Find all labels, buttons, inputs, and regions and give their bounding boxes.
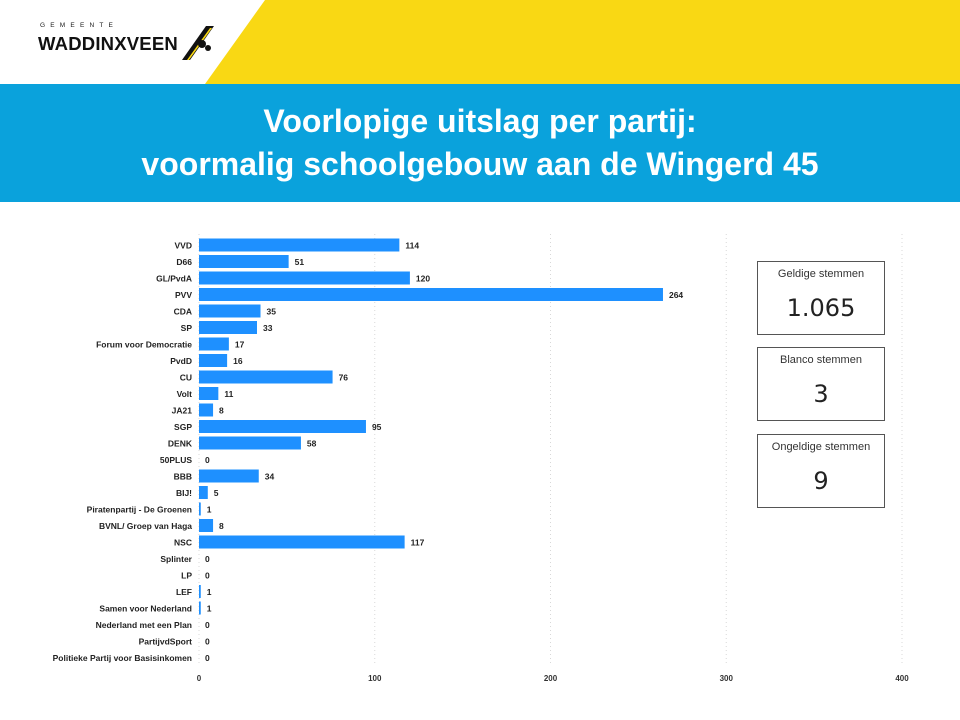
bar <box>199 288 663 301</box>
x-tick-label: 300 <box>719 674 733 683</box>
bar <box>199 519 213 532</box>
page-title-line1: Voorlopige uitslag per partij: <box>263 103 697 139</box>
category-label: JA21 <box>171 405 192 416</box>
category-label: SP <box>180 323 192 333</box>
bar <box>199 486 208 499</box>
bar <box>199 354 227 367</box>
data-label: 95 <box>371 422 382 432</box>
logo-subtext: GEMEENTE <box>40 22 119 29</box>
category-label: VVD <box>174 240 192 251</box>
data-label: 0 <box>205 620 210 630</box>
data-label: 114 <box>405 240 420 251</box>
bar <box>199 371 333 384</box>
bar <box>199 602 201 615</box>
data-label: 76 <box>338 372 349 383</box>
category-label: PVV <box>174 290 192 300</box>
data-label: 120 <box>415 273 431 284</box>
x-tick-label: 0 <box>196 674 202 683</box>
bar <box>199 239 399 252</box>
logo-wordmark: WADDINXVEEN <box>38 33 178 54</box>
category-label: Politieke Partij voor Basisinkomen <box>52 653 192 663</box>
data-label: 16 <box>233 356 243 366</box>
category-label: CU <box>179 372 192 383</box>
bar <box>199 470 259 483</box>
bar <box>199 255 289 268</box>
data-label: 5 <box>213 488 219 498</box>
category-label: BIJ! <box>175 488 192 498</box>
data-label: 33 <box>262 323 273 333</box>
x-tick-label: 200 <box>543 674 558 683</box>
header-yellow-area <box>205 0 960 84</box>
category-label: Nederland met een Plan <box>95 620 192 630</box>
valid-votes-card <box>757 261 885 335</box>
category-label: Splinter <box>160 554 192 564</box>
bar <box>199 585 201 598</box>
bar <box>199 536 405 549</box>
data-label: 58 <box>306 438 317 449</box>
data-label: 0 <box>205 554 210 564</box>
invalid-votes-card <box>757 434 885 508</box>
data-label: 51 <box>294 257 305 267</box>
data-label: 1 <box>206 504 212 515</box>
x-tick-label: 100 <box>368 674 382 683</box>
blank-votes-card <box>757 347 885 421</box>
data-label: 0 <box>205 653 210 663</box>
crest-icon <box>182 24 216 64</box>
category-label: DENK <box>167 438 192 449</box>
blank-votes-label: Blanco stemmen <box>780 354 862 366</box>
category-label: GL/PvdA <box>156 273 192 284</box>
data-label: 0 <box>205 455 210 465</box>
category-label: BVNL/ Groep van Haga <box>98 521 192 531</box>
category-label: BBB <box>173 471 192 482</box>
invalid-votes-label: Ongeldige stemmen <box>771 441 871 453</box>
bar <box>199 420 366 433</box>
data-label: 264 <box>668 290 684 300</box>
bar <box>199 338 229 351</box>
category-label: Piratenpartij - De Groenen <box>86 504 192 515</box>
page-title-line2: voormalig schoolgebouw aan de Wingerd 45 <box>141 146 819 182</box>
data-label: 35 <box>266 306 276 317</box>
data-label: 1 <box>206 603 212 614</box>
bar <box>199 404 213 417</box>
data-label: 117 <box>410 537 425 548</box>
blank-votes-value: 3 <box>813 380 829 408</box>
category-label: D66 <box>176 257 192 267</box>
valid-votes-value: 1.065 <box>786 294 856 322</box>
data-label: 34 <box>264 471 275 482</box>
category-label: LEF <box>175 587 192 597</box>
category-label: 50PLUS <box>159 455 192 465</box>
category-label: SGP <box>174 422 192 432</box>
category-label: NSC <box>174 537 192 548</box>
bar <box>199 387 218 400</box>
municipality-logo <box>36 18 226 68</box>
data-label: 17 <box>234 339 245 350</box>
category-label: Forum voor Democratie <box>96 339 192 350</box>
data-label: 11 <box>224 389 234 399</box>
bar <box>199 437 301 450</box>
category-label: Volt <box>176 389 192 399</box>
invalid-votes-value: 9 <box>813 467 829 495</box>
bar <box>199 321 257 334</box>
category-label: LP <box>181 570 192 581</box>
bar <box>199 503 201 516</box>
category-label: PvdD <box>170 356 192 366</box>
x-tick-label: 400 <box>895 674 909 683</box>
category-label: Samen voor Nederland <box>99 603 192 614</box>
data-label: 0 <box>205 636 210 647</box>
data-label: 8 <box>219 521 224 531</box>
valid-votes-label: Geldige stemmen <box>777 268 865 280</box>
bar <box>199 305 261 318</box>
data-label: 0 <box>205 570 210 581</box>
bar <box>199 272 410 285</box>
category-label: CDA <box>173 306 192 317</box>
category-label: PartijvdSport <box>138 636 192 647</box>
data-label: 1 <box>206 587 212 597</box>
data-label: 8 <box>219 405 224 416</box>
title-band <box>0 84 960 202</box>
